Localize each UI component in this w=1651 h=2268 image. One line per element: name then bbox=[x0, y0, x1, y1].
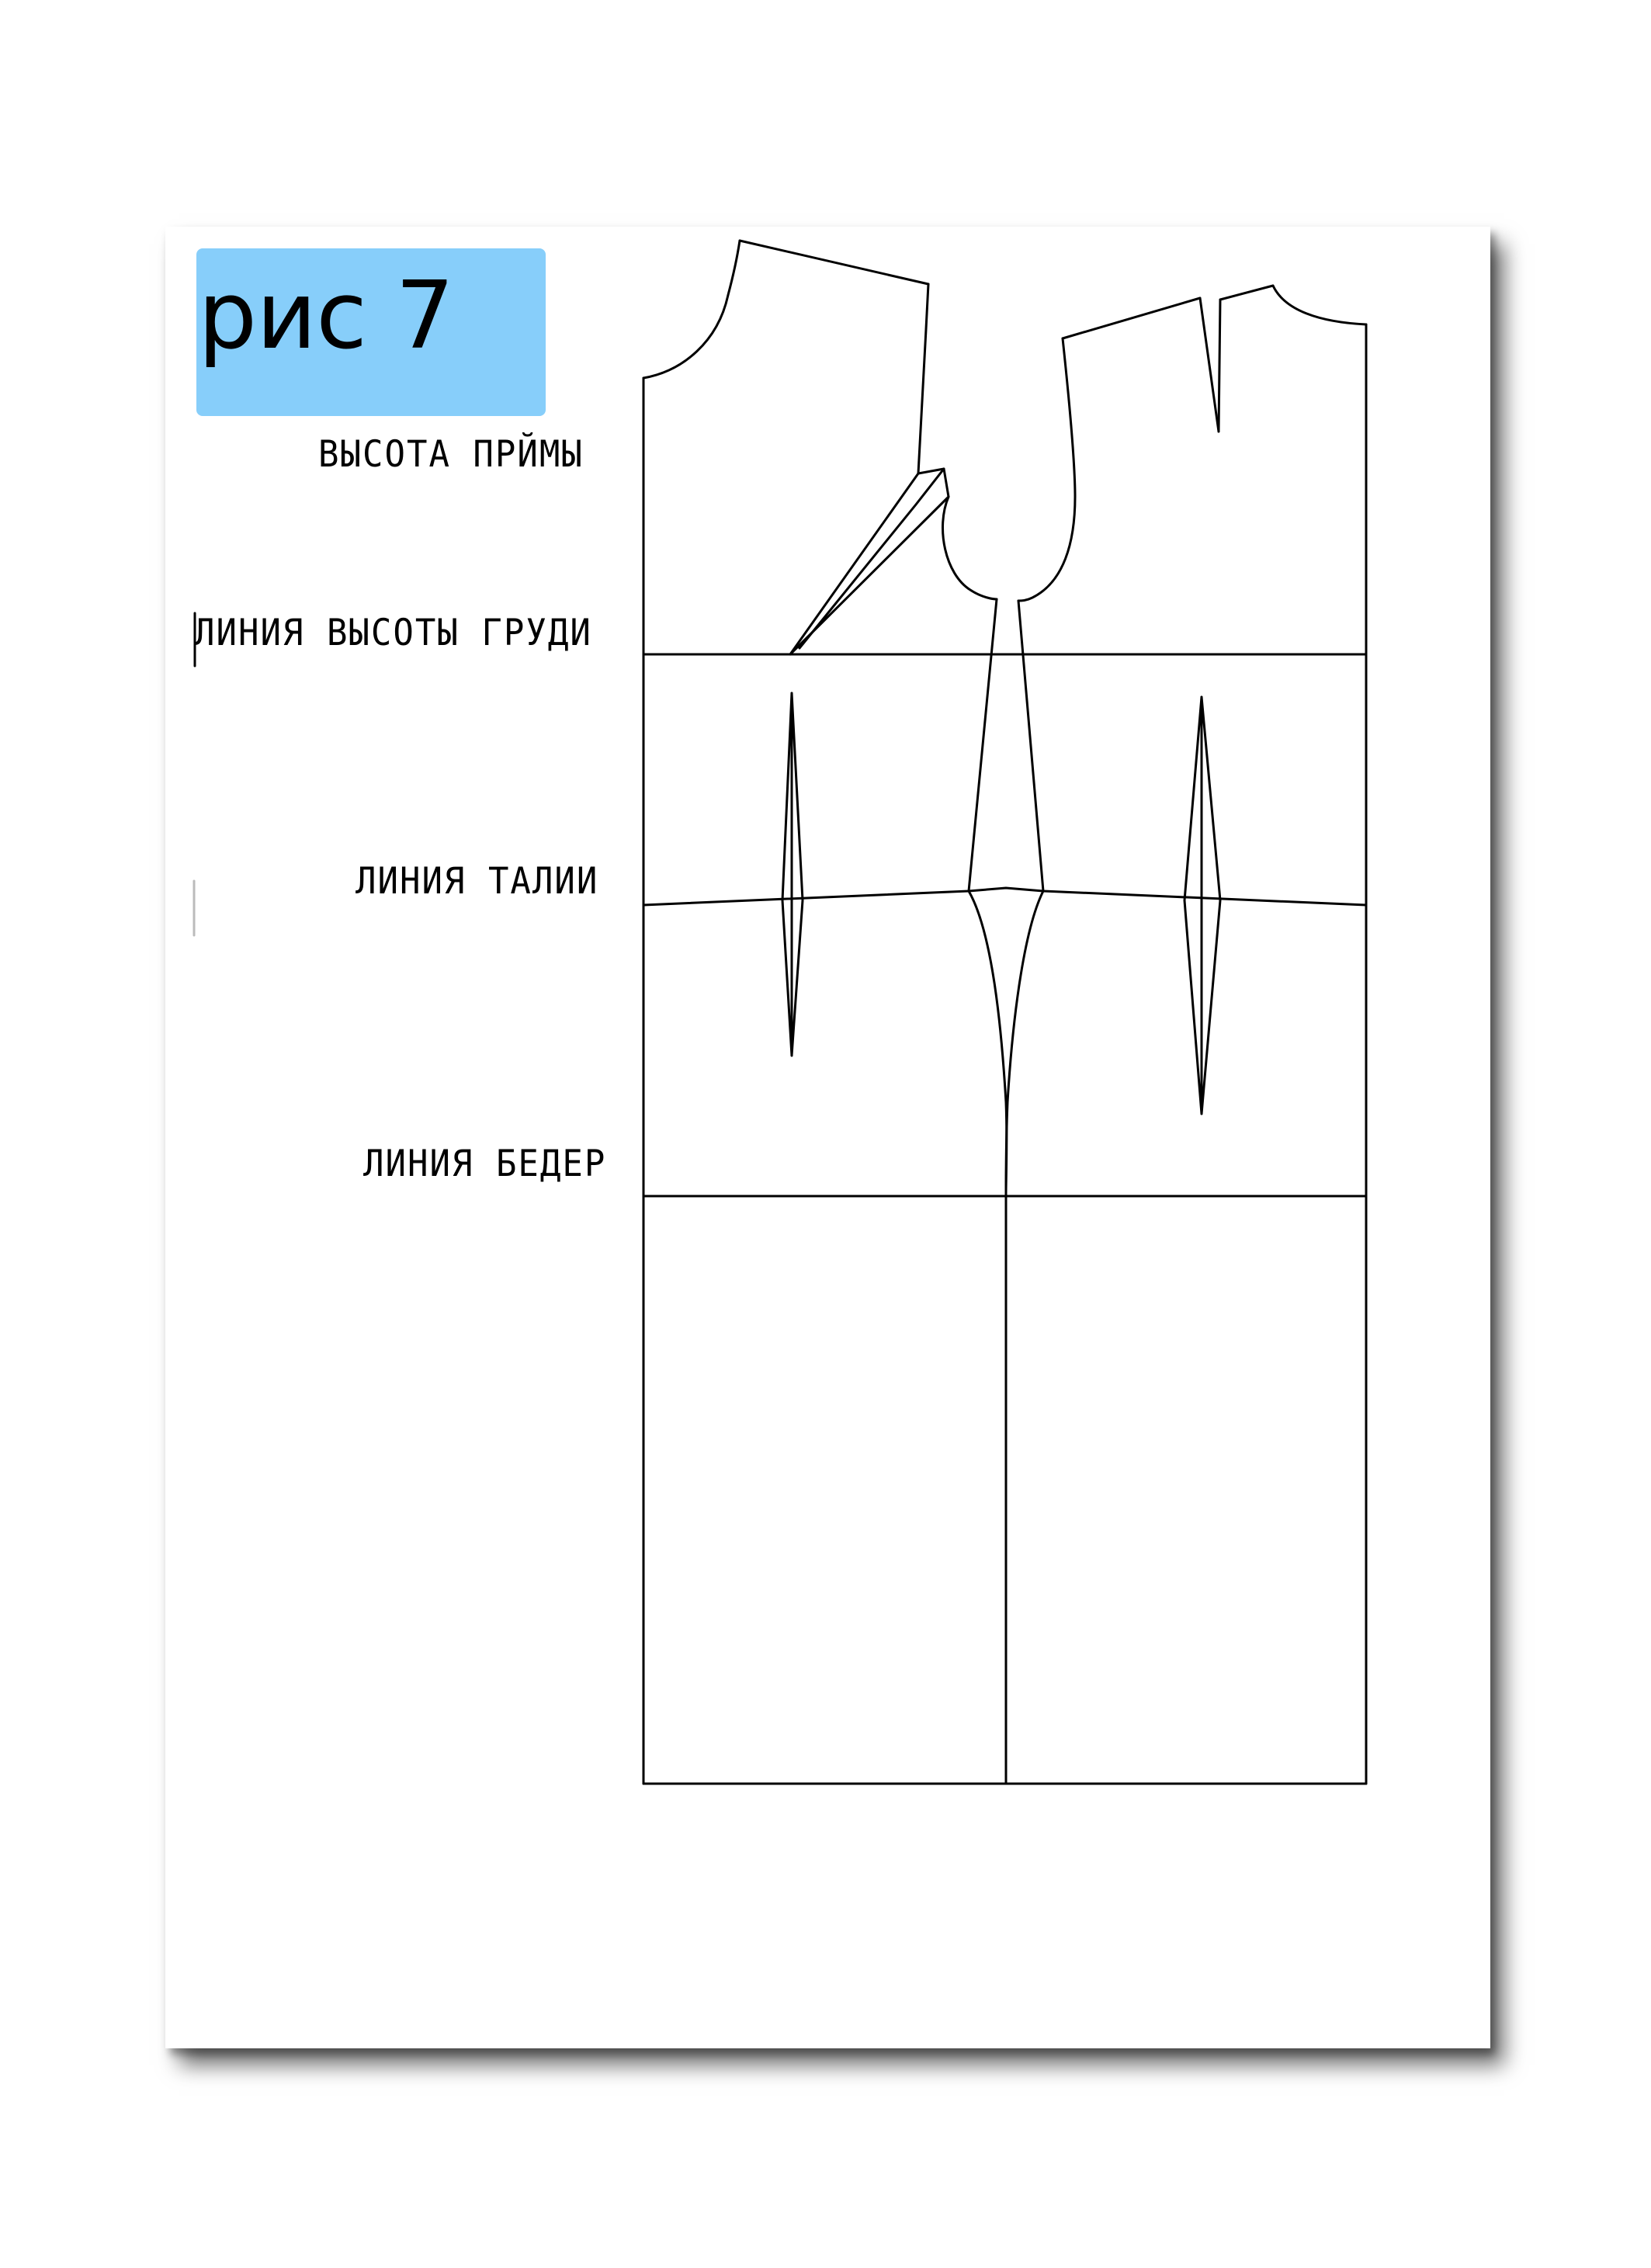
back-armhole-upper bbox=[918, 284, 928, 473]
back-armhole-lower bbox=[943, 497, 997, 599]
front-shoulder-dart-left bbox=[1200, 298, 1219, 432]
back-neckline bbox=[643, 241, 740, 378]
label-waist-line: ЛИНИЯ ТАЛИИ bbox=[356, 859, 599, 903]
back-side-seam-upper bbox=[969, 599, 997, 891]
front-shoulder-right bbox=[1220, 286, 1273, 300]
front-neckline bbox=[1273, 286, 1366, 324]
back-shoulder-line bbox=[740, 241, 928, 284]
front-armhole bbox=[1018, 338, 1075, 601]
front-side-seam-lower bbox=[1006, 891, 1043, 1195]
figure-number-label: рис 7 bbox=[198, 262, 454, 370]
front-shoulder-left bbox=[1063, 298, 1200, 338]
label-hip-line: ЛИНИЯ БЕДЕР bbox=[363, 1142, 607, 1185]
waist-line bbox=[643, 888, 1366, 905]
back-armhole-dart-inner bbox=[790, 473, 918, 654]
front-shoulder-dart-right bbox=[1219, 300, 1220, 432]
label-bust-line: ЛИНИЯ ВЫСОТЫ ГРУДИ bbox=[194, 611, 592, 654]
label-shoulder-height: ВЫСОТА ПРЙМЫ bbox=[318, 432, 584, 476]
back-side-seam-lower bbox=[969, 891, 1007, 1195]
back-armhole-dart-fold bbox=[799, 469, 944, 648]
front-side-seam-upper bbox=[1018, 601, 1043, 891]
